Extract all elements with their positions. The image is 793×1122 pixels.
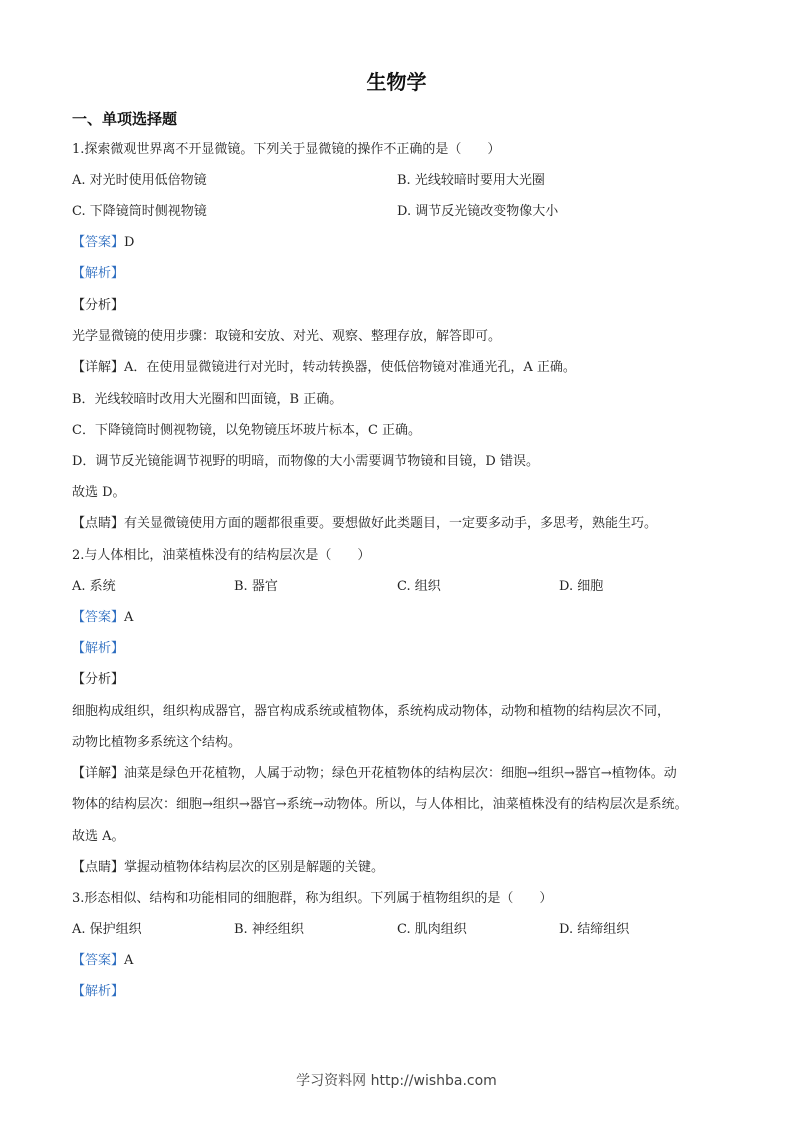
q3-jiexi-tag: 【解析】 <box>72 984 125 999</box>
q1-detail-b: B．光线较暗时改用大光圈和凹面镜，B 正确。 <box>72 392 343 407</box>
tip-tag: 【点睛】 <box>72 860 125 875</box>
q2-answer <box>72 609 722 627</box>
answer-value: A <box>124 953 134 968</box>
q1-option-a: A. 对光时使用低倍物镜 <box>72 173 207 188</box>
q1-detail-c: C．下降镜筒时侧视物镜，以免物镜压坏玻片标本，C 正确。 <box>72 423 422 438</box>
tip-tag: 【点睛】 <box>72 516 125 531</box>
q2-jiexi-tag: 【解析】 <box>72 641 125 656</box>
answer-value: A <box>124 610 134 625</box>
section-heading: 一、单项选择题 <box>72 110 178 128</box>
q3-stem: 3.形态相似、结构和功能相同的细胞群，称为组织。下列属于植物组织的是（ ） <box>72 891 553 906</box>
q2-fenxi-tag: 【分析】 <box>72 672 125 687</box>
detail-text: 油菜是绿色开花植物，人属于动物；绿色开花植物体的结构层次：细胞→组织→器官→植物体。动 <box>124 766 677 781</box>
q1-stem: 1.探索微观世界离不开显微镜。下列关于显微镜的操作不正确的是（ ） <box>72 142 501 157</box>
q1-jiexi-tag: 【解析】 <box>72 266 125 281</box>
answer-tag: 【答案】 <box>72 235 125 250</box>
answer-tag: 【答案】 <box>72 953 125 968</box>
detail-tag: 【详解】 <box>72 360 125 375</box>
q2-analysis-line2: 动物比植物多系统这个结构。 <box>72 735 242 750</box>
q2-option-b: B. 器官 <box>234 579 278 594</box>
page-title: 生物学 <box>366 70 427 94</box>
q2-stem: 2.与人体相比，油菜植株没有的结构层次是（ ） <box>72 548 371 563</box>
footer-link[interactable]: 学习资料网 http://wishba.com <box>296 1073 497 1089</box>
q2-detail-line1 <box>72 765 722 783</box>
q1-answer <box>72 234 722 252</box>
answer-value: D <box>124 235 135 250</box>
tip-text: 有关显微镜使用方面的题都很重要。要想做好此类题目，一定要多动手，多思考，熟能生巧。 <box>124 516 658 531</box>
q1-option-c: C. 下降镜筒时侧视物镜 <box>72 204 207 219</box>
q2-detail-line2: 物体的结构层次：细胞→组织→器官→系统→动物体。所以，与人体相比，油菜植株没有的结构层次是系统。 <box>72 797 688 812</box>
q2-conclusion: 故选 A。 <box>72 829 125 844</box>
q3-option-a: A. 保护组织 <box>72 922 142 937</box>
detail-tag: 【详解】 <box>72 766 125 781</box>
q1-option-b: B. 光线较暗时要用大光圈 <box>397 173 545 188</box>
q1-conclusion: 故选 D。 <box>72 485 126 500</box>
q1-detail-a <box>72 359 722 377</box>
q1-option-d: D. 调节反光镜改变物像大小 <box>397 204 559 219</box>
q3-option-c: C. 肌肉组织 <box>397 922 467 937</box>
q3-option-d: D. 结缔组织 <box>559 922 630 937</box>
q2-tip <box>72 859 722 877</box>
q1-analysis: 光学显微镜的使用步骤：取镜和安放、对光、观察、整理存放，解答即可。 <box>72 329 502 344</box>
q2-analysis-line1: 细胞构成组织，组织构成器官，器官构成系统或植物体，系统构成动物体，动物和植物的结构层次不同， <box>72 704 671 719</box>
detail-text: A．在使用显微镜进行对光时，转动转换器，使低倍物镜对准通光孔，A 正确。 <box>124 360 576 375</box>
q3-answer <box>72 952 722 970</box>
q3-option-b: B. 神经组织 <box>234 922 304 937</box>
q2-option-a: A. 系统 <box>72 579 116 594</box>
q1-detail-d: D．调节反光镜能调节视野的明暗，而物像的大小需要调节物镜和目镜，D 错误。 <box>72 454 539 469</box>
answer-tag: 【答案】 <box>72 610 125 625</box>
q1-tip <box>72 515 722 533</box>
q2-option-c: C. 组织 <box>397 579 441 594</box>
q1-fenxi-tag: 【分析】 <box>72 298 125 313</box>
q2-option-d: D. 细胞 <box>559 579 604 594</box>
tip-text: 掌握动植物体结构层次的区别是解题的关键。 <box>124 860 385 875</box>
